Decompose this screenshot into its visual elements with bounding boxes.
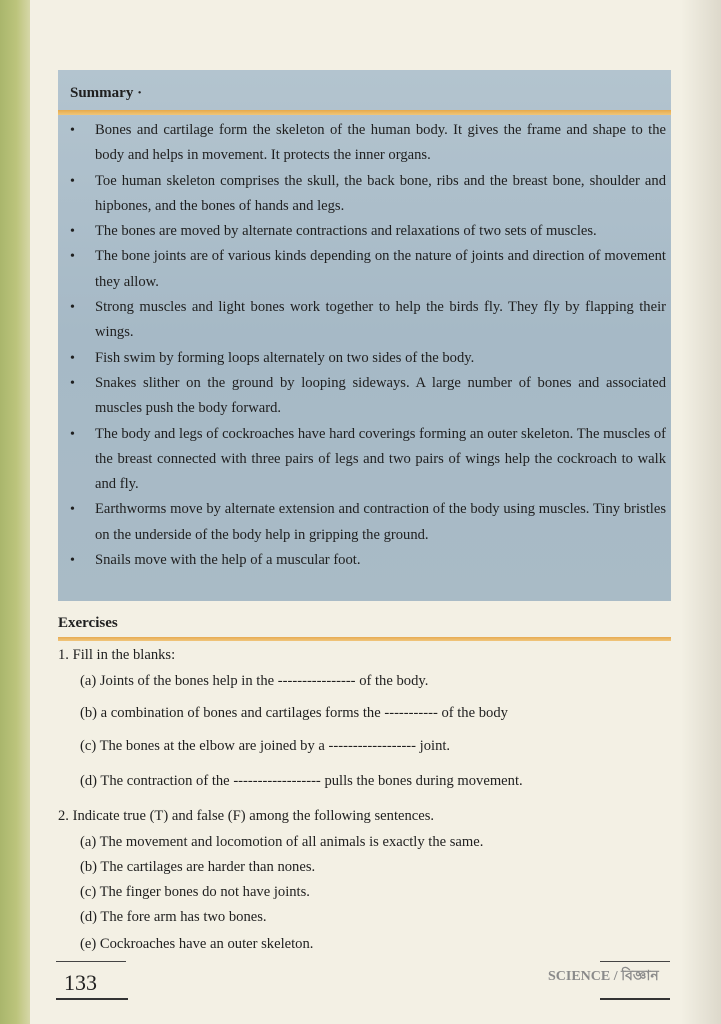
summary-item: • Snails move with the help of a muscular foot. [62, 548, 666, 573]
question-2e: (e) Cockroaches have an outer skeleton. [80, 936, 314, 952]
bullet-icon: • [70, 426, 75, 442]
bullet-icon: • [70, 224, 75, 240]
summary-title-rule [58, 110, 671, 115]
summary-item: • Earthworms move by alternate extension and contraction of the body using muscles. Tiny bristles on the underside of the body help in gripping the ground. [62, 497, 666, 548]
question-2b: (b) The cartilages are harder than nones. [80, 859, 316, 875]
summary-item: • The body and legs of cockroaches have hard coverings forming an outer skeleton. The muscles of the breast connected with three pairs of legs and two pairs of wings help the cockroach to walk and fly. [62, 422, 666, 498]
summary-item: • The bone joints are of various kinds depending on the nature of joints and direction of movement they allow. [62, 244, 666, 295]
exercises-title-rule [58, 637, 671, 641]
question-1d: (d) The contraction of the ------------------ pulls the bones during movement. [80, 773, 523, 789]
question-2c: (c) The finger bones do not have joints. [80, 884, 310, 900]
summary-title: Summary · [70, 85, 143, 101]
bullet-icon: • [70, 350, 75, 366]
question-2-prompt: 2. Indicate true (T) and false (F) among the following sentences. [58, 808, 435, 824]
bullet-icon: • [70, 502, 75, 518]
summary-item: • The bones are moved by alternate contractions and relaxations of two sets of muscles. [62, 219, 666, 244]
footer-rule-left-top [56, 961, 126, 962]
footer-rule-left-bottom [56, 998, 128, 1000]
summary-item: • Bones and cartilage form the skeleton of the human body. It gives the frame and shape to the body and helps in movement. It protects the inner organs. [62, 118, 666, 169]
question-1a: (a) Joints of the bones help in the ---------------- of the body. [80, 673, 429, 689]
book-spine-edge [0, 0, 30, 1024]
question-1b: (b) a combination of bones and cartilages forms the ----------- of the body [80, 705, 508, 721]
summary-list [62, 118, 666, 573]
summary-item: • Strong muscles and light bones work together to help the birds fly. They fly by flapping their wings. [62, 295, 666, 346]
bullet-icon: • [70, 173, 75, 189]
question-2d: (d) The fore arm has two bones. [80, 909, 267, 925]
exercises-title: Exercises [58, 615, 118, 631]
bullet-icon: • [70, 553, 75, 569]
question-2a: (a) The movement and locomotion of all animals is exactly the same. [80, 834, 484, 850]
question-1-prompt: 1. Fill in the blanks: [58, 647, 176, 663]
summary-item: • Toe human skeleton comprises the skull, the back bone, ribs and the breast bone, shoulder and hipbones, and the bones of hands and legs. [62, 169, 666, 220]
bullet-icon: • [70, 375, 75, 391]
bullet-icon: • [70, 249, 75, 265]
summary-item: • Snakes slither on the ground by looping sideways. A large number of bones and associated muscles push the body forward. [62, 371, 666, 422]
footer-subject-label: SCIENCE / বিজ্ঞান [548, 969, 659, 984]
footer-rule-right-top [600, 961, 670, 962]
question-1c: (c) The bones at the elbow are joined by a ------------------ joint. [80, 738, 451, 754]
page-number: 133 [64, 970, 97, 995]
footer-rule-right-bottom [600, 998, 670, 1000]
bullet-icon: • [70, 123, 75, 138]
summary-item: • Fish swim by forming loops alternately on two sides of the body. [62, 346, 666, 371]
bullet-icon: • [70, 300, 75, 316]
page-curl-shadow [681, 0, 721, 1024]
